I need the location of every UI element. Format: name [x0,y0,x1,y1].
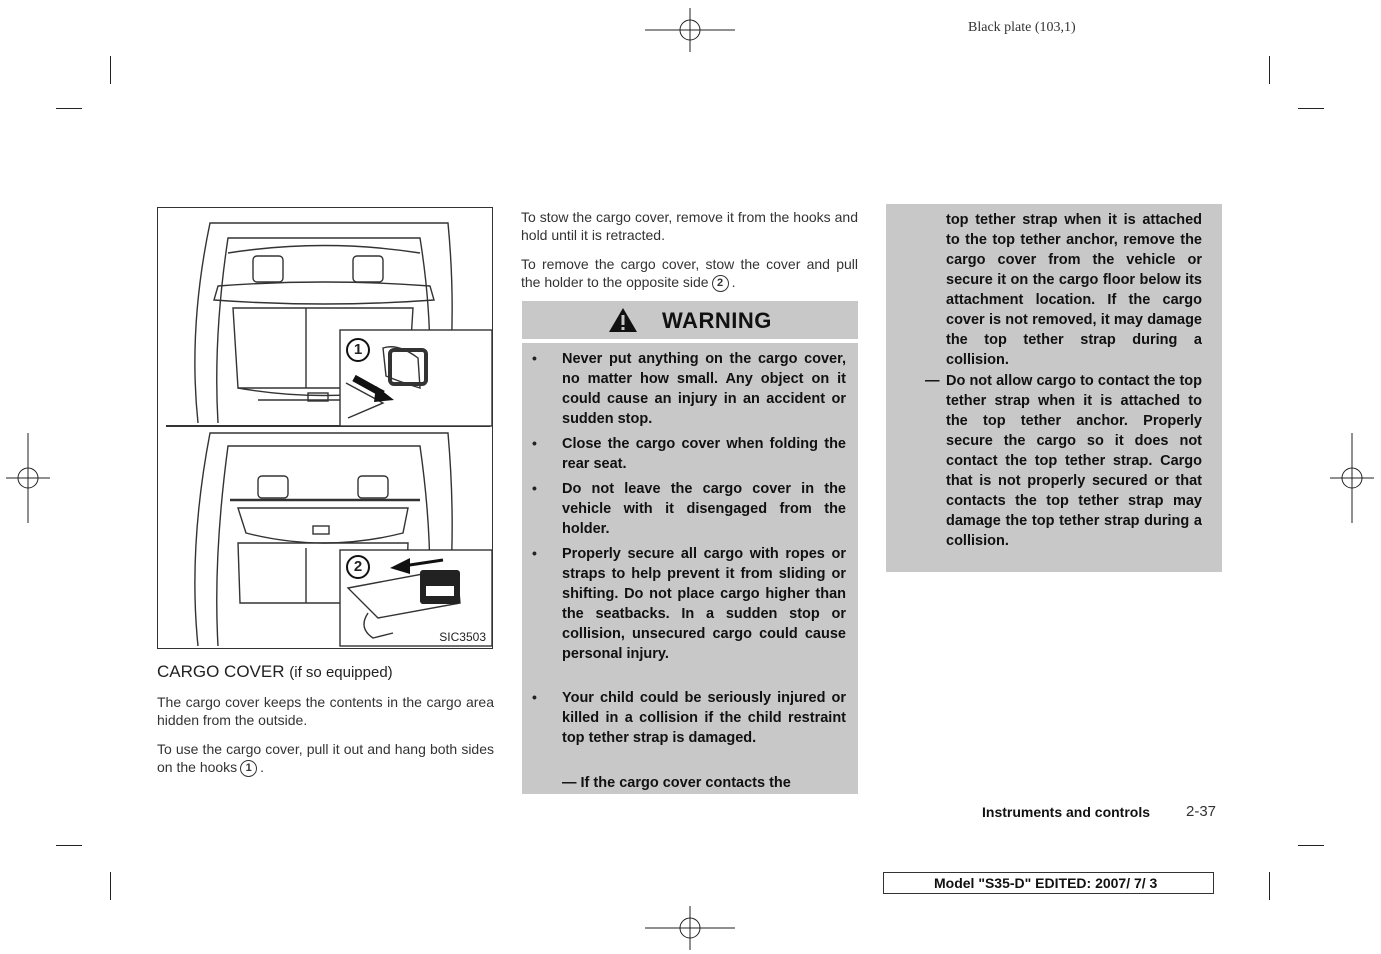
warning-triangle-icon [608,307,638,333]
warning-subitem: Do not allow cargo to contact the top tether strap when it is attached to the top tether anchor. Properly secure the cargo so it does not contact the top tether strap. Cargo that is not properly secured or that contacts the top tether strap may damage the top tether strap during a collision. [946,373,1202,549]
cargo-area-drawing [158,208,492,648]
bullet-marker: • [532,435,537,451]
paragraph-text: To use the cargo cover, pull it out and hang both sides on the hooks [157,741,494,775]
page-number: 2-37 [1186,803,1217,820]
warning-body-continued [886,204,1222,572]
warning-item: Your child could be seriously injured or killed in a collision if the child restraint top tether strap is damaged. [562,690,846,746]
section-heading [157,662,393,682]
registration-mark-bottom [645,906,735,950]
crop-mark [1298,845,1324,846]
warning-item: Do not leave the cargo cover in the vehicle with it disengaged from the holder. [562,481,846,537]
warning-subitem: — If the cargo cover contacts the [562,775,791,791]
callout-ref-2: 2 [712,275,729,292]
warning-body [522,343,858,794]
crop-mark [56,845,82,846]
paragraph: To stow the cargo cover, remove it from the hooks and hold until it is retracted. [521,209,858,243]
bullet-marker: • [532,480,537,496]
crop-mark [110,56,111,84]
crop-mark [56,108,82,109]
paragraph [521,255,858,292]
bullet-marker: • [532,545,537,561]
paragraph: The cargo cover keeps the contents in the cargo area hidden from the outside. [157,694,494,728]
callout-ref-1: 1 [240,760,257,777]
registration-mark-right [1330,433,1374,523]
cargo-cover-illustration [157,207,493,649]
warning-item: Never put anything on the cargo cover, no matter how small. Any object on it could cause an injury in an accident or sudden stop. [562,351,846,427]
dash-marker: — [925,373,940,389]
paragraph-end: . [731,274,736,290]
plate-label: Black plate (103,1) [968,20,1076,35]
bullet-marker: • [532,350,537,366]
registration-mark-left [6,433,50,523]
warning-subitem-continued: top tether strap when it is attached to the top tether anchor, remove the cargo cover from the vehicle or secure it on the cargo floor below its attachment location. If the cargo cover is not removed, it may damage the top tether strap during a collision. [946,212,1202,368]
callout-1: 1 [346,338,370,362]
paragraph [157,740,494,777]
crop-mark [1269,56,1270,84]
footer-section: Instruments and controls [982,804,1151,820]
section-title-suffix: (if so equipped) [289,664,393,681]
section-title: CARGO COVER [157,662,285,681]
figure-code: SIC3503 [439,630,486,644]
callout-2: 2 [346,555,370,579]
warning-item: Properly secure all cargo with ropes or straps to help prevent it from sliding or shifting. Do not place cargo higher than the seatbacks. In a sudden stop or collision, unsecured cargo could cause personal injury. [562,546,846,662]
model-edit-box: Model "S35-D" EDITED: 2007/ 7/ 3 [883,872,1214,894]
warning-title: WARNING [662,308,772,333]
crop-mark [1298,108,1324,109]
bullet-marker: • [532,689,537,705]
registration-mark-top [645,8,735,52]
paragraph-text: To remove the cargo cover, stow the cover and pull the holder to the opposite side [521,256,858,290]
crop-mark [1269,872,1270,900]
warning-header [522,301,858,339]
crop-mark [110,872,111,900]
paragraph-end: . [260,759,265,775]
warning-item: Close the cargo cover when folding the rear seat. [562,436,846,472]
